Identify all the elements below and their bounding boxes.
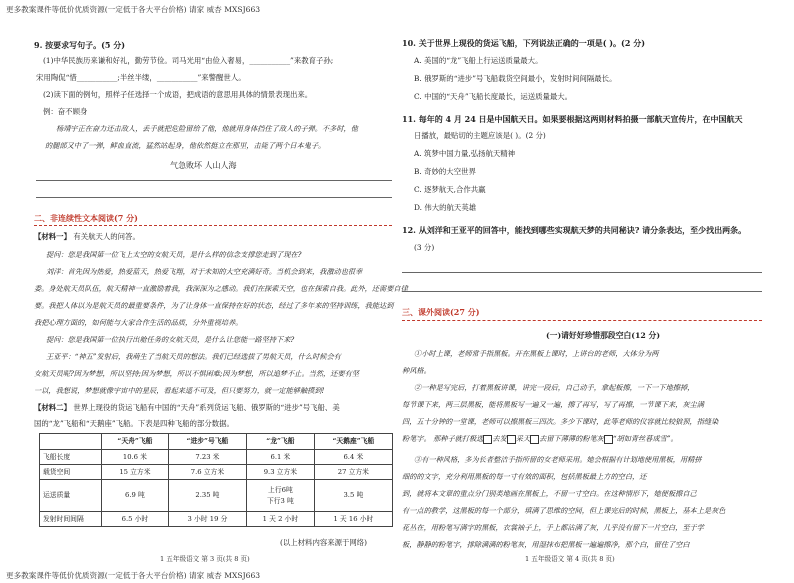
- q9-p2-example-label: 例：奋不顾身: [43, 107, 88, 116]
- table-header-row: [40, 434, 393, 450]
- table-header-cell: “进步”号飞船: [168, 434, 246, 450]
- material1-line: 委。身处航天员队伍，航天精神一直激励着我，我深深为之感动。我们在探索天空，也在探索自我。此外，还需要自律: [34, 284, 408, 293]
- passage-line: 花丛在，用粉笔写满字的黑板，衣裳袖子上，手上都沾满了灰，几乎没有留下一片空白，至于学: [402, 523, 704, 532]
- bottom-banner: 更多教案课件等低价优质资源(一定低于各大平台价格) 请家 威杏 MXSJ663: [6, 571, 261, 580]
- material1-desc: 有关航天人的问答。: [70, 232, 140, 241]
- passage-line: ②一种是写完后，打着黑板讲课，讲完一段后，自己动手，拿起板擦，一下一下地擦掉，: [414, 383, 695, 392]
- table-row: [40, 450, 393, 465]
- material2-line1: 世界上现役的货运飞船有中国的“天舟”系列货运飞船、俄罗斯的“进步”号飞船、美: [70, 403, 340, 412]
- material1-line: 提问：您是我国第一位执行出舱任务的女航天员，是什么让您能一路坚持下来?: [46, 335, 295, 344]
- left-page-footer: 1 五年级语文 第 3 页(共 8 页): [160, 555, 250, 563]
- q10-option-a: A. 美国的“龙”飞船上行运送质量最大。: [414, 56, 543, 65]
- q12-title-line1: 12. 从刘洋和王亚平的回答中，能找到哪些实现航天梦的共同秘诀? 请分条表达，至少找出两条。: [402, 225, 747, 235]
- table-cell: 1 天 2 小时: [247, 512, 315, 527]
- section3-title: 三、课外阅读(27 分): [402, 307, 480, 317]
- blank-box[interactable]: [507, 435, 516, 444]
- table-cell: 3.5 吨: [314, 480, 392, 512]
- passage-line: 有一点的教学，这黑板的每一个部分，填满了思维的空间，但上课完后的时候，黑板上，基本上是灰色: [402, 506, 726, 515]
- q11-option-a: A. 筑梦中国力量,弘扬航天精神: [414, 149, 516, 158]
- table-row: [40, 465, 393, 480]
- top-banner: 更多教案课件等低价优质资源(一定低于各大平台价格) 请家 威杏 MXSJ663: [6, 5, 261, 14]
- table-header-cell: “天舟”飞船: [102, 434, 169, 450]
- q9-example-line1: 杨靖宇正在奋力还击敌人，丢手就把危险留给了他，他就用身体挡住了敌人的子弹。不多时，他: [56, 124, 358, 133]
- table-row: [40, 512, 393, 527]
- material1-line: 一以，我想说，梦想就像宇宙中的星辰，看起来遥不可及，但只要努力，就一定能够触摸到!: [34, 386, 325, 395]
- table-header-cell: [40, 434, 102, 450]
- q12-title-line2: (3 分): [414, 243, 435, 252]
- q9-idioms: 气急败坏 人山人海: [170, 161, 237, 170]
- blank-box[interactable]: [530, 435, 539, 444]
- right-page-footer: 1 五年级语文 第 4 页(共 8 页): [525, 555, 615, 563]
- cargo-up: 上行6吨: [268, 485, 293, 494]
- q9-p2-line1: (2)读下面的例句，照样子任选择一个成语，把成语的意思用具体的情景表现出来。: [43, 90, 313, 99]
- q10-title: 10. 关于世界上现役的货运飞船，下列说法正确的一项是( )。(2 分): [402, 38, 645, 48]
- q11-option-c: C. 逐梦航天,合作共赢: [414, 185, 486, 194]
- material1-line: 刘洋：首先因为热爱，热爱蓝天，热爱飞翔，对于未知的大空充满好奇。当机会到来，我激动也很幸: [46, 267, 363, 276]
- table-cell: 9.3 立方米: [247, 465, 315, 480]
- section2-title: 二、非连续性文本阅读(7 分): [34, 213, 138, 223]
- material1-heading: [34, 232, 140, 241]
- table-cell: 发射时间间隔: [40, 512, 102, 527]
- q9-p1-line2: 宋用陶侃“惜___________;半丝半缕，___________”来警醒世人。: [36, 73, 246, 82]
- passage-text: 那种子就打极选: [433, 434, 484, 443]
- passage-line: [402, 434, 678, 444]
- passage-line: ③有一种风格，多为长者整洁手指所留的女老师采用。她会根据有计划地使用黑板，用精拼: [414, 455, 702, 464]
- passage-line: 细的的文字，充分利用黑板的每一寸有效的面积，包括黑板最上方的空白，还: [402, 472, 647, 481]
- material1-line: 王亚平：“神五”发射后，我萌生了当航天员的想法。我们已经选拔了男航天员，什么时候会有: [46, 352, 341, 361]
- blank-box[interactable]: [604, 435, 613, 444]
- spacecraft-table: [39, 433, 393, 527]
- table-cell: 6.9 吨: [102, 480, 169, 512]
- section2-divider: [34, 225, 392, 226]
- material1-line: 要。我把人体以为是航天员的最重要条件，为了让身体一直保持在好的状态，经过了多年来的坚持训练，我能达到: [34, 301, 394, 310]
- table-cell: 15 立方米: [102, 465, 169, 480]
- q11-option-d: D. 伟大的航天英雄: [414, 203, 477, 212]
- material1-label: 【材料一】: [34, 232, 71, 241]
- passage-line: ①小时上课，老师常手指黑板。开在黑板上课时，上讲台的老师，大体分为两: [414, 349, 659, 358]
- material1-line: 提问：您是我国第一位飞上太空的女航天员，是什么样的信念支撑您走到了现在?: [46, 250, 302, 259]
- answer-line: [402, 291, 762, 292]
- q10-option-b: B. 俄罗斯的“进步”号飞船载货空间最小，发射时间间隔最长。: [414, 74, 617, 83]
- passage-line: 四，五十分钟的一堂课，老师可以擦黑板三四次。多少下课时，此等老师的仪容就比较狼狈，指缝染: [402, 417, 719, 426]
- passage-line: 到，就将本文章的重点分门别类地画在黑板上，不留一寸空白。在这种情形下，她便板擦自己: [402, 489, 697, 498]
- material2-line2: 国的“龙”飞船和“天鹅座”飞船。下表是四种飞船的部分数据。: [34, 419, 234, 428]
- table-cell: 3 小时 19 分: [168, 512, 246, 527]
- answer-line: [36, 180, 392, 181]
- q11-title-line2: 日播放，最贴切的主题应该是( )。(2 分): [414, 131, 546, 140]
- q9-title: 9. 按要求写句子。(5 分): [34, 40, 126, 50]
- passage-line: 种风格。: [402, 366, 431, 375]
- table-cell: 1 天 16 小时: [314, 512, 392, 527]
- table-cell: 飞船长度: [40, 450, 102, 465]
- section3-divider: [402, 320, 762, 321]
- material1-line: 女航天员呢?因为梦想，所以坚持;因为梦想，所以不惧困难;因为梦想，所以追梦不止。当然，还要有坚: [34, 369, 359, 378]
- table-header-cell: “天鹅座”飞船: [314, 434, 392, 450]
- table-cell: 7.23 米: [168, 450, 246, 465]
- q9-p1-line1: (1)中华民族历来谦和好礼，勤劳节俭。司马光用“由俭入奢易，___________”来教育子孙;: [43, 56, 334, 65]
- table-cell: 6.1 米: [247, 450, 315, 465]
- passage-text: 采天: [515, 434, 531, 443]
- passage-line: 板，静静的粉笔字，排除满满的粉笔灰，用湿抹布把黑板一遍遍擦净，那个白，留住了空白: [402, 540, 690, 549]
- table-source-note: (以上材料内容来源于网络): [280, 538, 368, 547]
- passage-text: 粉笔字。: [402, 434, 431, 443]
- q11-title-line1: 11. 每年的 4 月 24 日是中国航天日。如果要根据这两则材料拍摄一部航天宣传片，在中国航天: [402, 114, 743, 124]
- passage-text: 去留下薄薄的粉笔灰: [539, 434, 604, 443]
- answer-line: [402, 272, 762, 273]
- q11-option-b: B. 奇妙的大空世界: [414, 167, 476, 176]
- material2-label: 【材料二】: [34, 403, 71, 412]
- table-cell: 载货空间: [40, 465, 102, 480]
- q9-example-line2: 的腿部又中了一弹，鲜血直流，猛然站起身，他依然挺立在那里，击毙了两个日本鬼子。: [45, 141, 326, 150]
- table-cell: 27 立方米: [314, 465, 392, 480]
- passage-text: 去发: [492, 434, 507, 443]
- table-cell: [247, 480, 315, 512]
- q10-option-c: C. 中国的“天舟”飞船长度最长，运送质量最大。: [414, 92, 573, 101]
- passage-line: 每节课下来，两三层黑板，能将黑板写一遍又一遍，擦了再写，写了再擦，一节课下来，灰尘满: [402, 400, 704, 409]
- answer-line: [36, 197, 392, 198]
- table-cell: 10.6 米: [102, 450, 169, 465]
- table-cell: 7.6 立方米: [168, 465, 246, 480]
- table-cell: 运送质量: [40, 480, 102, 512]
- table-cell: 6.4 米: [314, 450, 392, 465]
- cargo-down: 下行3 吨: [266, 496, 294, 505]
- table-cell: 6.5 小时: [102, 512, 169, 527]
- table-cell: 2.35 吨: [168, 480, 246, 512]
- passage-title: (一)请好好珍惜那段空白(12 分): [545, 331, 661, 340]
- table-row: [40, 480, 393, 512]
- material2-heading: [34, 403, 340, 412]
- table-header-cell: “龙”飞船: [247, 434, 315, 450]
- passage-text: “胡如青丝暮成雪”。: [612, 434, 678, 443]
- material1-line: 我把心理方面的，如何能与大家合作生活的品质，分外重视培养。: [34, 318, 243, 327]
